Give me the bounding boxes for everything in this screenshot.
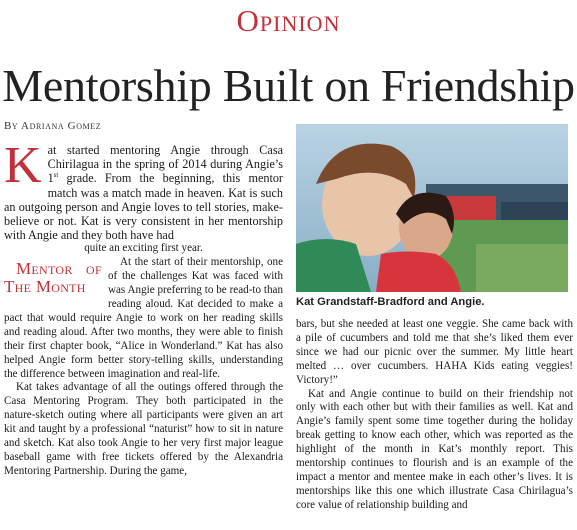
section-header: Opinion: [236, 3, 341, 38]
lead-closing-line: quite an exciting first year.: [84, 242, 203, 255]
pull-quote: Mentor of The Month: [4, 259, 102, 297]
article-byline: By Adriana Gomez: [4, 120, 102, 132]
photo-caption: Kat Grandstaff-Bradford and Angie.: [296, 296, 485, 308]
lead-text-part1: at started mentoring Angie through Casa Chirilagua in the spring of 2014 during Angie’s 1: [47, 143, 283, 186]
paragraph-outings: Kat takes advantage of all the outings offered through the Casa Mentoring Program. They both participated in the nature-sketch outing where all participants were given an art kit and taught by a professional “naturist” how to sit in nature and sketch. Kat also took Angie to her very first major league baseball game with free tickets offered by the Alexandria Mentoring Partnership. During the game,: [4, 381, 283, 477]
article-headline: Mentorship Built on Friendship: [2, 60, 575, 111]
paragraph-reading: [4, 256, 283, 381]
ordinal-superscript: st: [53, 171, 59, 180]
lead-text-part2: grade. From the beginning, this mentor match was a match made in heaven. Kat is such an outgoing person and Angie loves to tell stories, make-believe or not. Kat is very consistent in her mentorship with Angie and they both have had: [4, 171, 283, 243]
paragraph-veggies: bars, but she needed at least one veggie. She came back with a pile of cucumbers and told me that she’s liked them ever since we had our picnic over the summer. My little heart melted … over cucumbers. HAHA Kids eating veggies! Victory!”: [296, 318, 573, 386]
left-column: [4, 137, 283, 479]
paragraph-friendship: Kat and Angie continue to build on their friendship not only with each other but with their families as well. Kat and Angie’s family spent some time together during the holiday break getting to know each other, which was reported as the highlight of the month in Kat’s monthly report. This mentorship continues to flourish and is an example of the impact a mentor and mentee make in each other’s lives. It is mentorships like this one which illustrate Casa Chirilagua’s core value of relationship building and: [296, 387, 573, 511]
photo-illustration: [296, 124, 568, 292]
article-photo: [296, 124, 568, 292]
paragraph-reading-text: At the start of their mentorship, one of the challenges Kat was faced with was Angie preferring to be read-to than reading aloud. Kat decided to make a pact that would require Angie to work on her reading skills and reading aloud. After two months, they were able to finish their first chapter book, “Alice in Wonderland.” Kat has also helped Angie form better story-telling skills, understanding the difference between imagination and real-life.: [4, 256, 283, 380]
lead-paragraph: [4, 137, 283, 243]
drop-cap: K: [4, 137, 42, 194]
right-column: [296, 318, 573, 513]
